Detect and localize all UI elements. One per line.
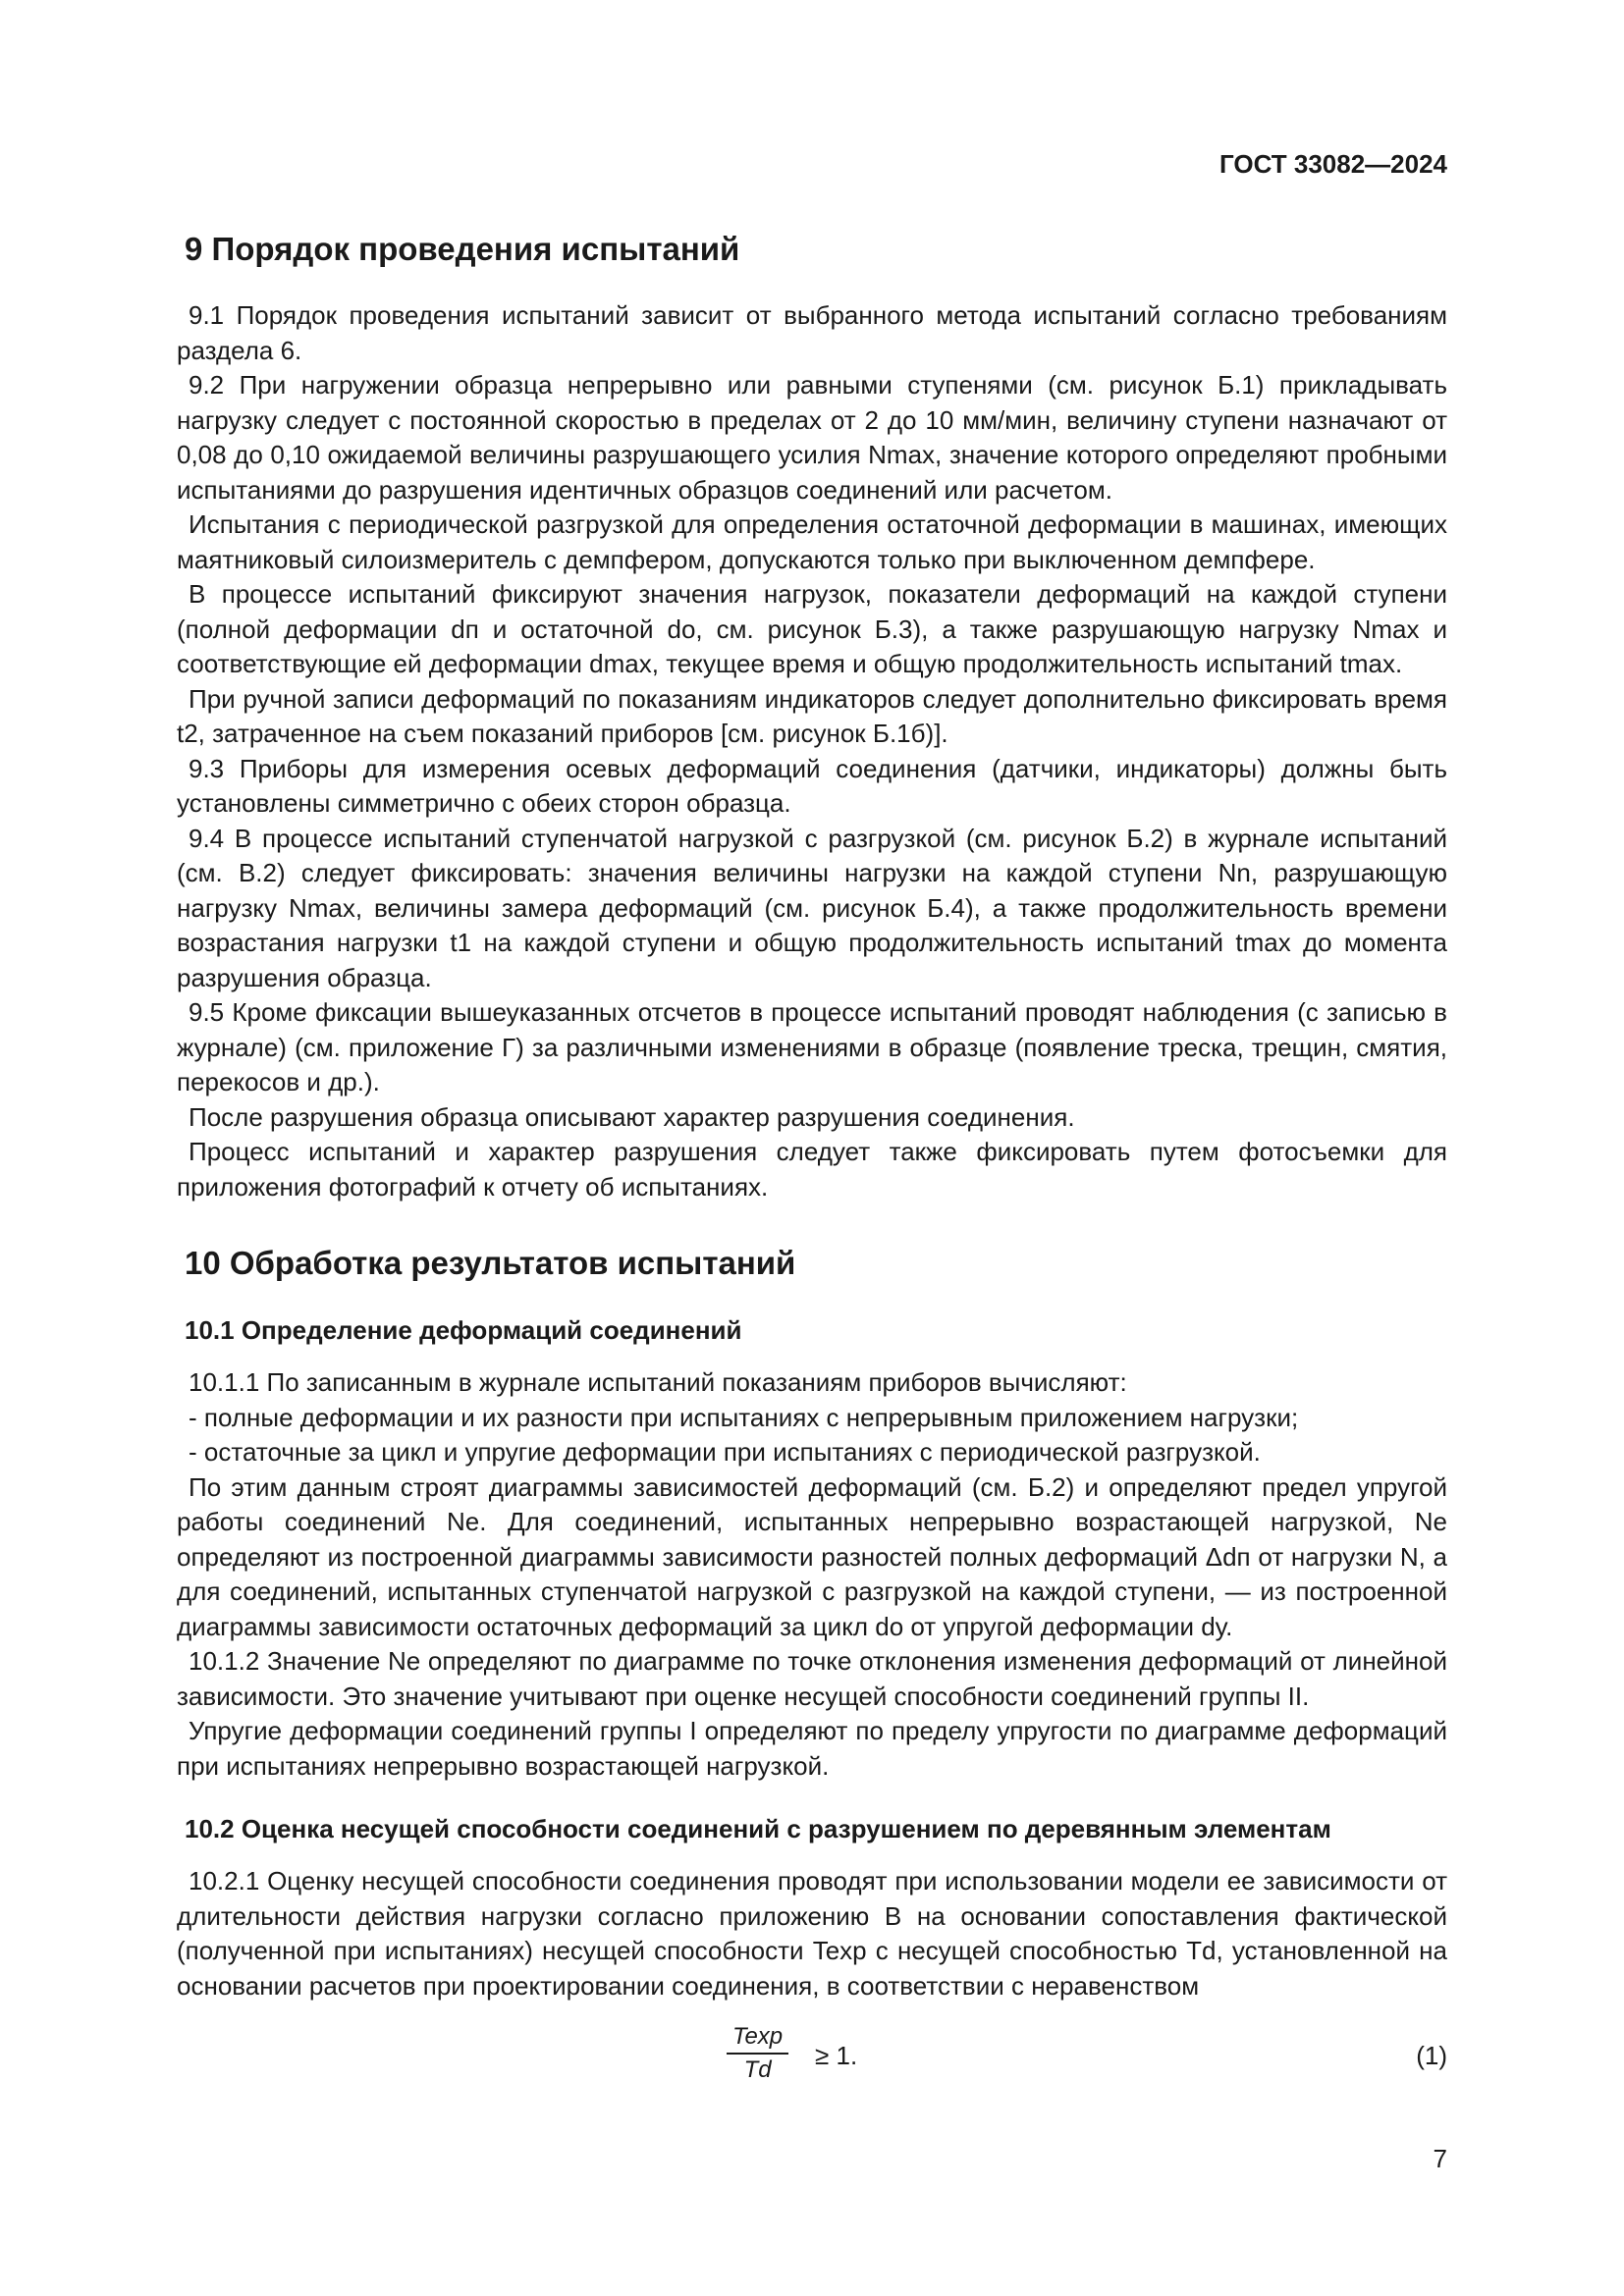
document-code: ГОСТ 33082—2024 (1219, 149, 1447, 179)
formula-denominator: Td (743, 2056, 772, 2083)
paragraph-9-1: 9.1 Порядок проведения испытаний зависит от выбранного метода испытаний согласно требованиям раздела 6. (177, 300, 1447, 365)
paragraph-9-2-periodic: Испытания с периодической разгрузкой для определения остаточной деформации в машинах, имеющих маятниковый силоизмеритель с демпфером, допускаются только при выключенном демпфере. (177, 509, 1447, 574)
paragraph-9-5-photo: Процесс испытаний и характер разрушения следует также фиксировать путем фотосъемки для приложения фотографий к отчету об испытаниях. (177, 1137, 1447, 1201)
section-9-heading: 9 Порядок проведения испытаний (185, 231, 740, 267)
page-content (177, 228, 1447, 2106)
page-number: 7 (1433, 2144, 1447, 2173)
paragraph-9-5-after: После разрушения образца описывают характер разрушения соединения. (189, 1101, 1075, 1132)
formula-fraction (727, 2021, 788, 2086)
formula-relation: ≥ 1. (815, 2041, 858, 2070)
paragraph-10-1-diagrams: По этим данным строят диаграммы зависимостей деформаций (см. Б.2) и определяют предел упругой работы соединений Ne. Для соединений, испытанных непрерывно возрастающей нагрузкой, Ne определяют из построенной диаграммы зависимости разностей полных деформаций Δdп от нагрузки N, а для соединений, испытанных ступенчатой нагрузкой с разгрузкой на каждой ступени, — из построенной диаграммы зависимости остаточных деформаций за цикл dо от упругой деформации dу. (177, 1471, 1447, 1641)
section-9-body (177, 298, 1447, 1204)
subsection-10-1-body (177, 1365, 1447, 1784)
paragraph-10-1-1: 10.1.1 По записанным в журнале испытаний показаниям приборов вычисляют: (189, 1367, 1127, 1397)
paragraph-10-1-2-elastic: Упругие деформации соединений группы I определяют по пределу упругости по диаграмме деформаций при испытаниях непрерывно возрастающей нагрузкой. (177, 1716, 1447, 1781)
paragraph-10-2-1: 10.2.1 Оценку несущей способности соединения проводят при использовании модели ее зависимости от длительности действия нагрузки согласно приложению В на основании сопоставления фактической (полученной при испытаниях) несущей способности Texp с несущей способностью Td, установленной на основании расчетов при проектировании соединения, в соответствии с неравенством (177, 1866, 1447, 2001)
list-item: - остаточные за цикл и упругие деформации при испытаниях с периодической разгрузкой. (189, 1437, 1261, 1467)
paragraph-9-2-recording: В процессе испытаний фиксируют значения нагрузок, показатели деформаций на каждой ступени (полной деформации dп и остаточной dо, см. рисунок Б.3), а также разрушающую нагрузку Nmax и соответствующие ей деформации dmax, текущее время и общую продолжительность испытаний tmax. (177, 579, 1447, 678)
subsection-10-1-heading: 10.1 Определение деформаций соединений (185, 1315, 742, 1345)
paragraph-9-5: 9.5 Кроме фиксации вышеуказанных отсчетов в процессе испытаний проводят наблюдения (с записью в журнале) (см. приложение Г) за различными изменениями в образце (появление треска, трещин, смятия, перекосов и др.). (177, 997, 1447, 1096)
list-item: - полные деформации и их разности при испытаниях с непрерывным приложением нагрузки; (189, 1402, 1299, 1432)
section-10-heading: 10 Обработка результатов испытаний (185, 1245, 796, 1281)
paragraph-9-4: 9.4 В процессе испытаний ступенчатой нагрузкой с разгрузкой (см. рисунок Б.2) в журнале испытаний (см. В.2) следует фиксировать: значения величины нагрузки на каждой ступени Nn, разрушающую нагрузку Nmax, величины замера деформаций (см. рисунок Б.4), а также продолжительность времени возрастания нагрузки t1 на каждой ступени и общую продолжительность испытаний tmax до момента разрушения образца. (177, 823, 1447, 992)
subsection-10-2-heading: 10.2 Оценка несущей способности соединений с разрушением по деревянным элементам (185, 1814, 1331, 1843)
formula-1 (177, 2017, 1447, 2106)
formula-numerator: Texp (727, 2021, 788, 2055)
paragraph-10-1-2: 10.1.2 Значение Ne определяют по диаграмме по точке отклонения изменения деформаций от линейной зависимости. Это значение учитывают при оценке несущей способности соединений группы II. (177, 1646, 1447, 1711)
paragraph-9-3: 9.3 Приборы для измерения осевых деформаций соединения (датчики, индикаторы) должны быть установлены симметрично с обеих сторон образца. (177, 753, 1447, 818)
paragraph-9-2-manual: При ручной записи деформаций по показаниям индикаторов следует дополнительно фиксировать время t2, затраченное на съем показаний приборов [см. рисунок Б.1б)]. (177, 683, 1447, 748)
formula-number: (1) (1416, 2041, 1447, 2070)
paragraph-9-2: 9.2 При нагружении образца непрерывно или равными ступенями (см. рисунок Б.1) прикладывать нагрузку следует с постоянной скоростью в пределах от 2 до 10 мм/мин, величину ступени назначают от 0,08 до 0,10 ожидаемой величины разрушающего усилия Nmax, значение которого определяют пробными испытаниями до разрушения идентичных образцов соединений или расчетом. (177, 370, 1447, 505)
